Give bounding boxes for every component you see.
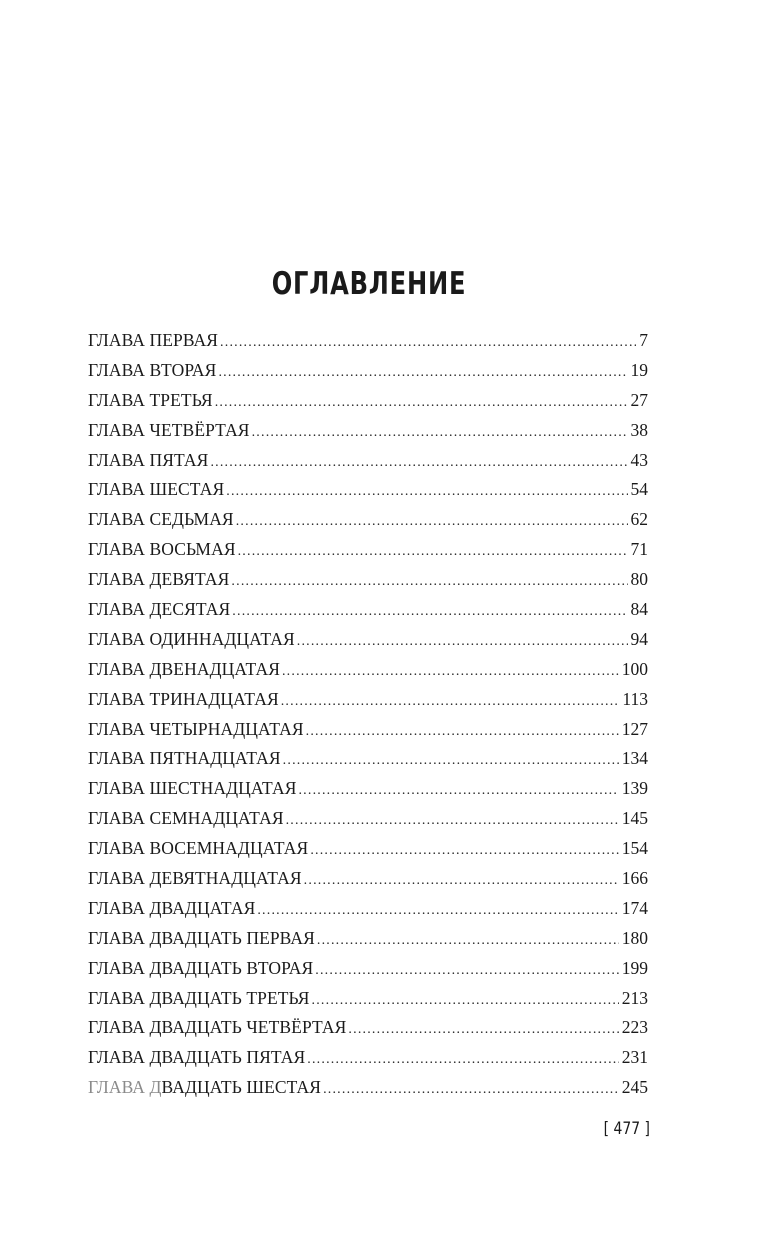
dot-leader — [307, 1045, 618, 1075]
toc-entry-label: ГЛАВА ЧЕТВЁРТАЯ — [88, 419, 250, 440]
toc-entry-page: 62 — [630, 509, 648, 530]
toc-entry-page: 199 — [621, 957, 648, 978]
toc-entry-label: ГЛАВА ДВАДЦАТЬ ЧЕТВЁРТАЯ — [88, 1017, 347, 1038]
toc-entry-label: ГЛАВА СЕМНАДЦАТАЯ — [88, 808, 284, 829]
dot-leader — [231, 567, 627, 597]
toc-entry-page: 27 — [630, 389, 648, 410]
toc-entry-page: 7 — [639, 330, 648, 350]
toc-entry-label: ГЛАВА ПЯТАЯ — [88, 449, 209, 470]
toc-entry[interactable] — [88, 505, 648, 535]
toc-entry-label: ГЛАВА ДВАДЦАТЬ ПЕРВАЯ — [88, 927, 315, 948]
toc-entry-label: ГЛАВА ШЕСТНАДЦАТАЯ — [88, 778, 297, 799]
toc-entry[interactable] — [88, 744, 648, 774]
toc-entry-page: 127 — [621, 718, 648, 739]
toc-entry[interactable] — [88, 834, 648, 864]
dot-leader — [218, 358, 627, 388]
toc-entry-page: 145 — [621, 808, 648, 829]
toc-entry-page: 245 — [621, 1077, 648, 1098]
dot-leader — [215, 388, 628, 418]
toc-entry[interactable] — [88, 774, 648, 804]
toc-entry-page: 71 — [630, 539, 648, 560]
toc-entry-label: ГЛАВА ТРЕТЬЯ — [88, 389, 213, 410]
toc-entry-label: ГЛАВА ВТОРАЯ — [88, 359, 217, 380]
toc-entry[interactable] — [88, 625, 648, 655]
toc-entry[interactable] — [88, 1073, 648, 1103]
toc-entry[interactable] — [88, 894, 648, 924]
toc-entry-page: 139 — [621, 778, 648, 799]
toc-entry-page: 80 — [630, 569, 648, 590]
toc-entry-page: 94 — [630, 628, 648, 649]
dot-leader — [297, 627, 628, 657]
dot-leader — [282, 657, 619, 687]
toc-list — [88, 326, 648, 1103]
toc-entry[interactable] — [88, 416, 648, 446]
toc-entry-label: ГЛАВА ШЕСТАЯ — [88, 479, 225, 500]
page-title: ОГЛАВЛЕНИЕ — [271, 266, 467, 302]
toc-entry-label: ГЛАВА ДВАДЦАТАЯ — [88, 897, 256, 918]
toc-entry[interactable] — [88, 715, 648, 745]
toc-entry-label: ГЛАВА ДВАДЦАТЬ ПЯТАЯ — [88, 1047, 306, 1068]
dot-leader — [283, 746, 619, 776]
toc-entry-page: 213 — [621, 987, 648, 1008]
dot-leader — [348, 1015, 618, 1045]
dot-leader — [312, 986, 619, 1016]
toc-entry[interactable] — [88, 1013, 648, 1043]
dot-leader — [236, 507, 628, 537]
dot-leader — [323, 1075, 619, 1105]
dot-leader — [310, 836, 618, 866]
toc-entry-label: ГЛАВА ДВАДЦАТЬ ШЕСТАЯ — [88, 1077, 322, 1098]
toc-entry-page: 84 — [630, 599, 648, 620]
toc-entry-page: 174 — [621, 897, 648, 918]
toc-entry-page: 180 — [621, 927, 648, 948]
toc-entry-label: ГЛАВА ДВАДЦАТЬ ТРЕТЬЯ — [88, 987, 310, 1008]
toc-entry-page: 19 — [630, 359, 648, 380]
toc-entry-label: ГЛАВА ВОСЕМНАДЦАТАЯ — [88, 838, 309, 859]
toc-entry[interactable] — [88, 984, 648, 1014]
toc-entry-label: ГЛАВА ДВЕНАДЦАТАЯ — [88, 658, 280, 679]
dot-leader — [286, 806, 619, 836]
toc-entry[interactable] — [88, 954, 648, 984]
toc-entry[interactable] — [88, 804, 648, 834]
toc-entry-page: 38 — [630, 419, 648, 440]
toc-entry[interactable] — [88, 864, 648, 894]
dot-leader — [238, 537, 628, 567]
faded-text: ГЛАВА Д — [88, 1077, 162, 1098]
dot-leader — [257, 896, 618, 926]
toc-entry-label: ГЛАВА ПЕРВАЯ — [88, 330, 219, 350]
toc-entry[interactable] — [88, 326, 648, 356]
toc-entry[interactable] — [88, 924, 648, 954]
toc-entry[interactable] — [88, 685, 648, 715]
toc-entry[interactable] — [88, 535, 648, 565]
dot-leader — [232, 597, 627, 627]
page-number: [ 477 ] — [603, 1119, 650, 1139]
toc-entry-label: ГЛАВА ПЯТНАДЦАТАЯ — [88, 748, 281, 769]
dot-leader — [317, 926, 619, 956]
toc-entry-label: ГЛАВА ДВАДЦАТЬ ВТОРАЯ — [88, 957, 314, 978]
dot-leader — [315, 956, 618, 986]
toc-entry-label: ГЛАВА ЧЕТЫРНАДЦАТАЯ — [88, 718, 304, 739]
dot-leader — [226, 477, 627, 507]
dot-leader — [252, 418, 628, 448]
toc-entry[interactable] — [88, 595, 648, 625]
toc-entry-label: ГЛАВА ОДИННАДЦАТАЯ — [88, 628, 295, 649]
toc-entry-label: ГЛАВА ДЕСЯТАЯ — [88, 599, 231, 620]
toc-entry-page: 223 — [621, 1017, 648, 1038]
toc-entry[interactable] — [88, 356, 648, 386]
toc-entry-page: 113 — [622, 688, 648, 709]
toc-entry-page: 166 — [621, 868, 648, 889]
toc-entry-label: ГЛАВА ДЕВЯТНАДЦАТАЯ — [88, 868, 302, 889]
toc-entry-label: ГЛАВА СЕДЬМАЯ — [88, 509, 234, 530]
dot-leader — [304, 866, 619, 896]
toc-entry-page: 134 — [621, 748, 648, 769]
toc-entry-page: 154 — [621, 838, 648, 859]
toc-entry-label: ГЛАВА ВОСЬМАЯ — [88, 539, 236, 560]
dot-leader — [306, 717, 619, 747]
toc-entry[interactable] — [88, 475, 648, 505]
toc-entry[interactable] — [88, 1043, 648, 1073]
toc-entry-page: 100 — [621, 658, 648, 679]
toc-entry-page: 54 — [630, 479, 648, 500]
toc-entry-label: ГЛАВА ДЕВЯТАЯ — [88, 569, 230, 590]
toc-entry[interactable] — [88, 655, 648, 685]
dot-leader — [210, 448, 627, 478]
dot-leader — [298, 776, 618, 806]
toc-entry[interactable] — [88, 565, 648, 595]
toc-entry-label: ГЛАВА ТРИНАДЦАТАЯ — [88, 688, 279, 709]
toc-entry-page: 231 — [621, 1047, 648, 1068]
dot-leader — [281, 687, 620, 717]
dot-leader — [220, 328, 636, 358]
toc-entry-page: 43 — [630, 449, 648, 470]
toc-entry[interactable] — [88, 386, 648, 416]
toc-entry[interactable] — [88, 446, 648, 476]
